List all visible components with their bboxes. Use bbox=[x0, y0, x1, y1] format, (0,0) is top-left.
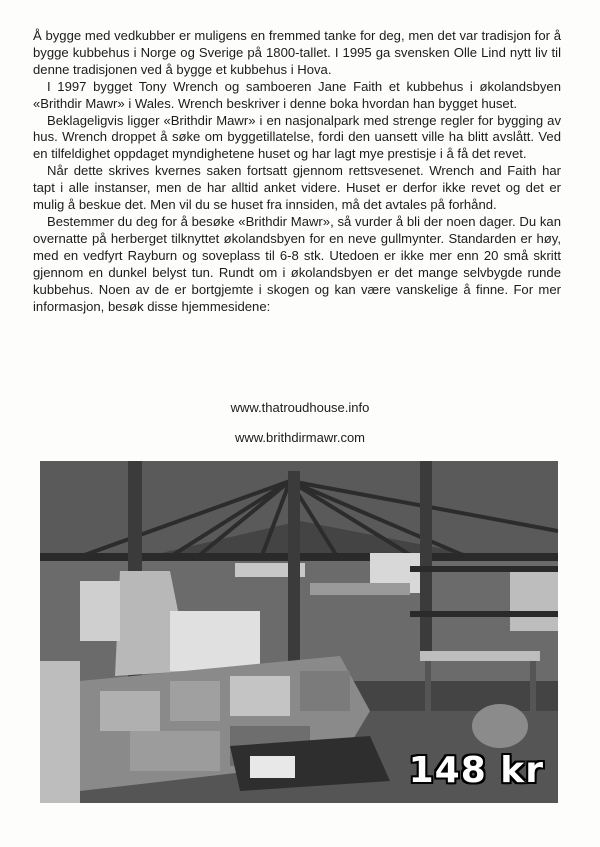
paragraph-5: Bestemmer du deg for å besøke «Brithdir Mawr», så vurder å bli der noen dager. Du kan overnatte på herberget tilknyttet økolandsbyen for en neve gullmynter. Standarden er høy, med en vedfyrt Rayburn og soveplass til 6-8 stk. Utedoen er ikke mer enn 20 små skritt gjennom en dunkel belyst tun. Rundt om i økolandsbyen er det mange selvbygde runde kubbehus. Noen av de er bortgjemte i skogen og kan være vanskelige å finne. For mer informasjon, besøk disse hjemmesidene: bbox=[33, 213, 561, 314]
paragraph-4: Når dette skrives kvernes saken fortsatt gjennom rettsvesenet. Wrench and Faith har tapt i alle instanser, men de har alltid anket videre. Huset er derfor ikke revet og det er mulig å beskue det. Men vil du se huset fra innsiden, må det avtales på forhånd. bbox=[33, 163, 561, 213]
website-link-roundhouse[interactable]: www.thatroudhouse.info bbox=[230, 400, 370, 415]
body-text bbox=[33, 28, 561, 315]
roundhouse-interior-photo bbox=[40, 461, 558, 803]
price-label: 148 kr bbox=[408, 750, 544, 791]
paragraph-3: Beklageligvis ligger «Brithdir Mawr» i en nasjonalpark med strenge regler for bygging av hus. Wrench droppet å søke om byggetillatelse, fordi den uansett ville ha blitt avslått. Ved en tilfeldighet oppdaget myndighetene huset og har lagt mye prestisje i å få det revet. bbox=[33, 112, 561, 162]
paragraph-1: Å bygge med vedkubber er muligens en fremmed tanke for deg, men det var tradisjon for å bygge kubbehus i Norge og Sverige på 1800-tallet. I 1995 ga svensken Olle Lind nytt liv til denne tradisjonen ved å bygge et kubbehus i Hova. bbox=[33, 28, 561, 77]
paragraph-2: I 1997 bygget Tony Wrench og samboeren Jane Faith et kubbehus i økolandsbyen «Brithdir Mawr» i Wales. Wrench beskriver i denne boka hvordan han bygget huset. bbox=[33, 78, 561, 111]
website-link-brithdirmawr[interactable]: www.brithdirmawr.com bbox=[234, 430, 366, 445]
